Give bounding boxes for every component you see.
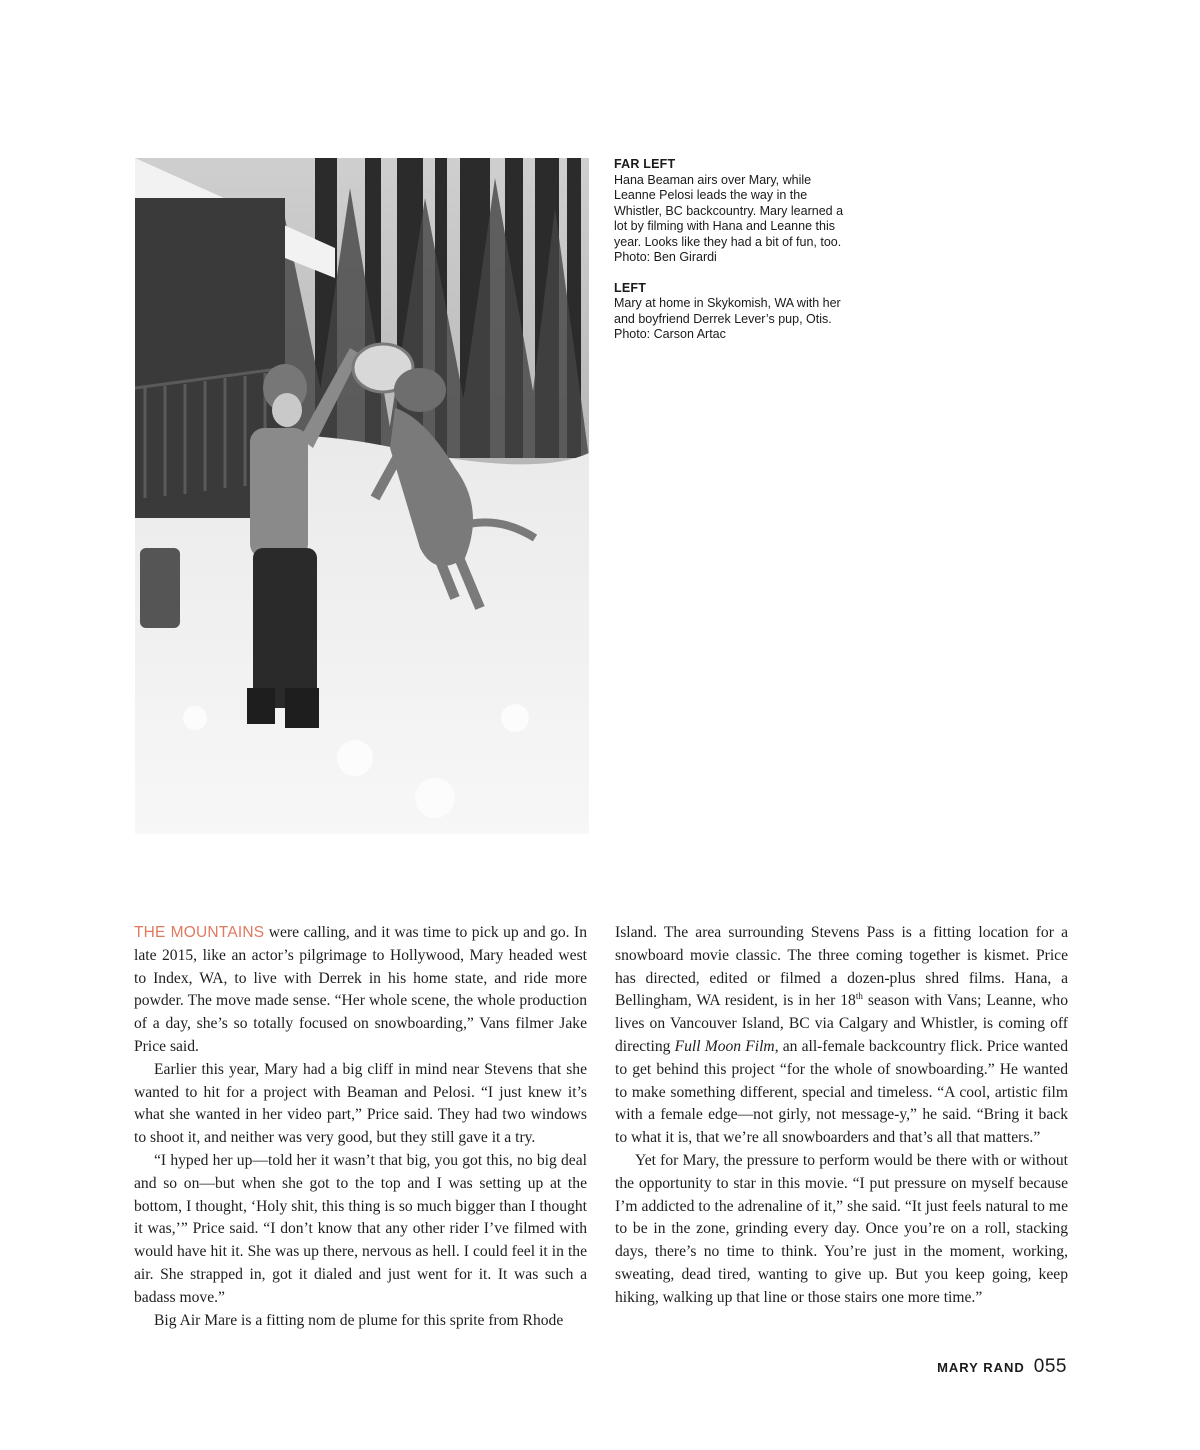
paragraph-text: Island. The area surrounding Stevens Pass is a fitting location for a snowboard movie classic. The three coming together is kismet. Price has directed, edited or filmed a dozen-plus shred films. Hana, a Bellingham, WA resident, is in her 18 xyxy=(615,924,1068,1010)
article-paragraph xyxy=(134,922,587,1059)
article-paragraph xyxy=(615,922,1068,1150)
caption-credit: Photo: Ben Girardi xyxy=(614,250,717,264)
caption-heading: FAR LEFT xyxy=(614,157,676,171)
article-body xyxy=(134,922,1068,1332)
photo-captions xyxy=(614,157,844,358)
article-column-left xyxy=(134,922,587,1332)
running-footer-name: MARY RAND xyxy=(937,1360,1025,1375)
caption-body: Mary at home in Skykomish, WA with her and boyfriend Derrek Lever’s pup, Otis. xyxy=(614,296,841,326)
caption-credit: Photo: Carson Artac xyxy=(614,327,726,341)
article-column-right xyxy=(615,922,1068,1332)
caption-body: Hana Beaman airs over Mary, while Leanne Pelosi leads the way in the Whistler, BC backcountry. Mary learned a lot by filming with Hana and Leanne this year. Looks like they had a bit of fun, too. xyxy=(614,172,844,249)
page-number: 055 xyxy=(1033,1356,1067,1377)
caption-far-left xyxy=(614,157,844,266)
paragraph-text: , an all-female backcountry flick. Price wanted to get behind this project “for the whole of snowboarding.” He wanted to make something different, special and timeless. “A cool, artistic film with a female edge—not girly, not message-y,” he said. “Bring it back to what it is, that we’re all snowboarders and that’s all that matters.” xyxy=(615,1037,1068,1147)
caption-left xyxy=(614,281,844,343)
article-paragraph: “I hyped her up—told her it wasn’t that big, you got this, no big deal and so on—but when she got to the top and I was setting up at the bottom, I thought, ‘Holy shit, this thing is so much bigger than I thought it was,’” Price said. “I don’t know that any other rider I’ve filmed with would have hit it. She was up there, nervous as hell. I could feel it in the air. She strapped in, got it dialed and just went for it. It was such a badass move.” xyxy=(134,1151,587,1306)
article-paragraph: Yet for Mary, the pressure to perform would be there with or without the opportunity to star in this movie. “I put pressure on myself because I’m addicted to the adrenaline of it,” she said. “It just feels natural to me to be in the zone, grinding every day. Once you’re on a roll, stacking days, there’s no time to think. You’re just in the moment, working, sweating, dead tired, wanting to give up. But you keep going, keep hiking, walking up that line or those stairs one more time.” xyxy=(615,1151,1068,1306)
paragraph-text: were calling, and it was time to pick up and go. In late 2015, like an actor’s pilgrimage to Hollywood, Mary headed west to Index, WA, to live with Derrek in his home state, and ride more powder. The move made sense. “Her whole scene, the whole production of a day, she’s so totally focused on snowboarding,” Vans filmer Jake Price said. xyxy=(134,924,587,1055)
feature-photo xyxy=(135,158,589,834)
film-title: Full Moon Film xyxy=(674,1037,775,1055)
article-paragraph: Earlier this year, Mary had a big cliff in mind near Stevens that she wanted to hit for a project with Beaman and Pelosi. “I just knew it’s what she wanted in her video part,” Price said. They had two windows to shoot it, and neither was very good, but they still gave it a try. xyxy=(134,1060,587,1147)
photo-illustration xyxy=(135,158,589,834)
lead-in: THE MOUNTAINS xyxy=(134,924,265,941)
caption-heading: LEFT xyxy=(614,280,647,295)
paragraph-text: season with Vans; Leanne, who lives on Vancouver Island, BC via Calgary and Whistler, is coming off directing xyxy=(615,992,1068,1055)
page-footer xyxy=(937,1356,1067,1378)
article-paragraph: Big Air Mare is a fitting nom de plume for this sprite from Rhode xyxy=(154,1311,564,1329)
superscript: th xyxy=(855,991,863,1002)
